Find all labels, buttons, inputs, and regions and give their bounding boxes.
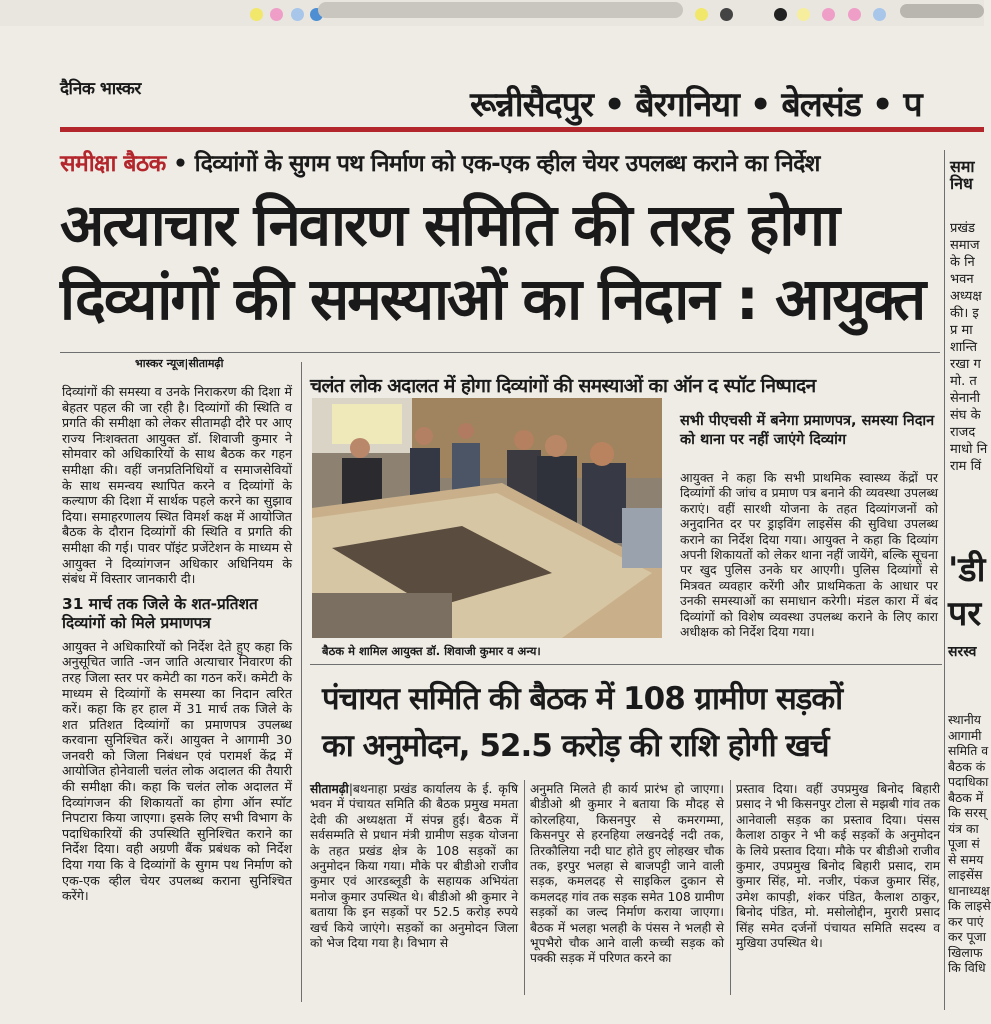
color-dot: [695, 8, 708, 21]
edge-line: स्थानीय: [948, 712, 981, 727]
edge-line: भवन: [950, 272, 974, 287]
edge-line: समिति व: [948, 743, 989, 758]
photo-block-title: चलंत लोक अदालत में होगा दिव्यांगों की समस्याओं का ऑन द स्पॉट निष्पादन: [310, 375, 816, 397]
edge-line: समा: [950, 157, 975, 176]
registration-bar: [900, 4, 984, 18]
adjacent-headline-line: पर: [948, 594, 982, 634]
column-divider: [301, 362, 302, 1002]
edge-line: खिलाफ: [948, 944, 983, 960]
edge-line: बैठक कं: [948, 758, 986, 774]
edge-line: कि विधि: [948, 960, 986, 975]
headline-line-1: अत्याचार निवारण समिति की तरह होगा: [60, 191, 839, 259]
edge-line: माधो नि: [950, 442, 988, 457]
newspaper-brand: दैनिक भास्कर: [60, 79, 141, 99]
story1-subhead: 31 मार्च तक जिले के शत-प्रतिशत दिव्यांगों को मिले प्रमाणपत्र: [62, 594, 258, 632]
section-rule: [310, 664, 942, 665]
edge-line: की। इ: [950, 306, 979, 321]
story2-headline-line-1: पंचायत समिति की बैठक में 108 ग्रामीण सड़कों: [322, 681, 843, 717]
photo-caption: बैठक मे शामिल आयुक्त डॉ. शिवाजी कुमार व अन्य।: [322, 644, 541, 658]
edge-line: निध: [950, 174, 973, 193]
adjacent-headline: [948, 548, 984, 636]
color-dot: [797, 8, 810, 21]
edge-line: के नि: [950, 255, 975, 270]
headline-rule: [60, 352, 940, 353]
kicker-line: [60, 146, 940, 178]
story2-column-1: [310, 782, 518, 951]
edge-line: पदाधिका: [948, 774, 989, 789]
edge-line: अध्यक्ष: [950, 289, 982, 304]
edge-line: यंत्र का: [948, 820, 979, 836]
color-dot: [270, 8, 283, 21]
byline: भास्कर न्यूज|सीतामढ़ी: [135, 357, 224, 370]
kicker-separator: •: [173, 151, 188, 177]
edge-line: पूजा सं: [948, 836, 980, 851]
edge-line: कि सरस्: [948, 805, 987, 820]
edge-line: धानाध्यक्ष: [948, 882, 990, 898]
edge-line: राजद: [950, 425, 976, 440]
kicker-text: दिव्यांगों के सुगम पथ निर्माण को एक-एक व्हील चेयर उपलब्ध कराने का निर्देश: [194, 151, 820, 177]
adjacent-story-text: [950, 157, 988, 475]
main-headline: [60, 188, 945, 336]
edge-line: लाइसेंस: [948, 867, 983, 882]
story2-dateline: सीतामढ़ी: [310, 782, 349, 796]
story1-column: [62, 384, 292, 904]
print-color-strip: [0, 0, 984, 26]
edge-line: कर पूजा: [948, 929, 986, 944]
edge-line: समाज: [950, 238, 980, 253]
color-dot: [774, 8, 787, 21]
story2-column-1-text: |बथनाहा प्रखंड कार्यालय के ई. कृषि भवन में पंचायत समिति की बैठक प्रमुख ममता देवी की अध्यक्षता में संपन्न हुई। बैठक में सर्वसम्मति से प्रधान मंत्री ग्रामीण सड़क योजना के तहत प्रखंड क्षेत्र के 108 सड़कों का अनुमोदन किया गया। मौके पर बीडीओ राजीव कुमार एवं आरडब्लूडी के सहायक अभियंता मनोज कुमार उपस्थित थे। बीडीओ श्री कुमार ने बताया कि इन सड़कों पर 52.5 करोड़ रुपये खर्च किये जाएंगे। सड़कों का अनुमोदन जिला को भेज दिया गया है। विभाग से: [310, 782, 518, 951]
color-dot: [822, 8, 835, 21]
color-dot: [720, 8, 733, 21]
headline-line-2: दिव्यांगों की समस्याओं का निदान : आयुक्त: [60, 265, 925, 333]
masthead-rule: [60, 127, 984, 132]
edge-line: कर पाएं: [948, 913, 984, 929]
edge-line: राम विं: [950, 459, 982, 474]
story1-paragraph-1: दिव्यांगों की समस्या व उनके निराकरण की दिशा में बेहतर पहल की जा रही है। दिव्यांगों की स्थिति व प्रगति की समीक्षा को लेकर सीतामढ़ी दौरे पर आए राज्य निःशक्तता आयुक्त डॉ. शिवाजी कुमार ने सोमवार को अधिकारियों के साथ बैठक कर गहन समीक्षा की। वहीं जनप्रतिनिधियों व समाजसेवियों के साथ समन्वय स्थापित करने व दिव्यांगों के कल्याण की दिशा में सार्थक पहले करने का सुझाव दिया। समाहरणालय स्थित विमर्श कक्ष में आयोजित बैठक के दौरान दिव्यांगों की स्थिति व प्रगति की समीक्षा की गई। पावर पॉइंट प्रजेंटेशन के माध्यम से आयुक्त ने दिव्यांगजन अधिकार अधिनियम के संबंध में विस्तार जानकारी दी।: [62, 384, 292, 587]
story2-column-3: प्रस्ताव दिया। वहीं उपप्रमुख बिनोद बिहारी प्रसाद ने भी किसनपुर टोला से मझबी गांव तक आनेवाली सड़क का प्रस्ताव दिया। पंसस कैलाश ठाकुर ने भी कई सड़कों के अनुमोदन के लिये प्रस्ताव दिया। मौके पर बीडीओ राजीव कुमार, उपप्रमुख बिनोद बिहारी प्रसाद, राम कुमार सिंह, मो. नजीर, पंकज कुमार सिंह, उमेश कापड़ी, शंकर पंडित, कैलाश ठाकुर, बिनोद पंडित, मो. मसोलोद्दीन, मुरारी प्रसाद सिंह समेत दर्जनों पंचायत समिति सदस्य व मुखिया उपस्थित थे।: [736, 782, 940, 951]
meeting-photo-image: [312, 398, 662, 638]
story2-headline-line-2: का अनुमोदन, 52.5 करोड़ की राशि होगी खर्च: [322, 728, 829, 764]
meeting-photo: [312, 398, 662, 638]
edge-line: आगामी: [948, 727, 982, 743]
color-dot: [848, 8, 861, 21]
adjacent-story-lower-text: [948, 712, 991, 976]
location-bar: रून्नीसैदपुर • बैरगनिया • बेलसंड • प: [470, 85, 922, 125]
edge-line: कि लाइसे: [948, 898, 991, 913]
color-dot: [250, 8, 263, 21]
kicker-label: समीक्षा बैठक: [60, 151, 166, 177]
edge-line: बैठक में: [948, 789, 984, 805]
edge-line: रखा ग: [950, 357, 981, 372]
edge-line: प्र मा: [950, 323, 973, 338]
color-dot: [873, 8, 886, 21]
adjacent-subhead: सरस्व: [948, 644, 977, 660]
edge-line: मो. त: [950, 374, 977, 389]
edge-line: प्रखंड: [950, 221, 975, 236]
column-divider: [944, 150, 945, 1010]
side-story-headline: सभी पीएचसी में बनेगा प्रमाणपत्र, समस्या निदान को थाना पर नहीं जाएंगे दिव्यांग: [680, 413, 935, 448]
story2-column-2: अनुमति मिलते ही कार्य प्रारंभ हो जाएगा। बीडीओ श्री कुमार ने बताया कि मौदह से कोरलहिया, किसनपुर से कमरगम्मा, किसनपुर से हरनहिया लखनदेई नदी तक, तिरकौलिया नदी घाट होते हुए लोहखर चौक तक, इरपुर भलहा से बाजपट्टी जाने वाली सड़क, कमलदह से साइकिल दुकान से कमलदह गांव तक सड़क समेत 108 ग्रामीण सड़कों का जल्द निर्माण कराया जाएगा। बैठक में भलहा भलही के पंसस ने भलही से भूपभैरो चौक आने वाली कच्ची सड़क को पक्की सड़क में परिणत करने का: [530, 782, 724, 966]
story2-headline: [322, 676, 938, 770]
edge-line: से समय: [948, 851, 984, 867]
color-dot: [291, 8, 304, 21]
edge-line: शान्ति: [950, 340, 977, 355]
column-divider: [524, 780, 525, 995]
edge-line: सेनानी: [950, 391, 980, 406]
edge-line: संघ के: [950, 408, 981, 423]
side-story-body: आयुक्त ने कहा कि सभी प्राथमिक स्वास्थ्य केंद्रों पर दिव्यांगों की जांच व प्रमाण पत्र बनाने की व्यवस्था उपलब्ध कराएं। वहीं सारथी योजना के तहत दिव्यांगजनों को अनुदानित दर पर ड्राइविंग लाइसेंस की सुविधा उपलब्ध कराने का निर्देश दिया गया। आयुक्त ने कहा कि दिव्यांग अपनी शिकायतों को लेकर थाना नहीं जायेंगे, बल्कि सूचना पर खुद पुलिस उनके घर आएगी। पुलिस दिव्यांगों से मित्रवत व्यवहार करेंगी और प्राथमिकता के आधार पर उनकी समस्याओं का समाधान करेगी। मंडल कारा में बंद दिव्यांगों को विशेष व्यवस्था उपलब्ध कराने के लिए कारा अधीक्षक को निर्देश दिया गया।: [680, 470, 938, 640]
registration-bar: [318, 2, 683, 18]
adjacent-headline-line: 'डी: [948, 550, 986, 590]
column-divider: [730, 780, 731, 995]
story1-paragraph-2: आयुक्त ने अधिकारियों को निर्देश देते हुए कहा कि अनुसूचित जाति -जन जाति अत्याचार निवारण की तरह जिला स्तर पर कमेटी का गठन करें। कमेटी के माध्यम से दिव्यांगों के समस्या का निदान त्वरित करें। कहा कि हर हाल में 31 मार्च तक जिले के शत प्रतिशत दिव्यांगों का प्रमाणपत्र उपलब्ध करवाना सुनिश्चित करें। आयुक्त ने आगामी 30 जनवरी को जिला निबंधन एवं परामर्श केंद्र में आयोजित होनेवाली चलंत लोक अदालत की तैयारी की समीक्षा की। कहा कि चलंत लोक अदालत में दिव्यांगजन की शिकायतों का होगा ऑन स्पॉट निपटारा किया जाएगा। इसके लिए सभी विभाग के पदाधिकारियों की उपस्थिति सुनिश्चित कराने का निर्देश दिया। वही अग्रणी बैंक प्रबंधक को निर्देश दिया गया कि वे दिव्यांगों के सुगम पथ निर्माण को एक-एक व्हील चेयर उपलब्ध कराना सुनिश्चित करेंगे।: [62, 638, 292, 904]
